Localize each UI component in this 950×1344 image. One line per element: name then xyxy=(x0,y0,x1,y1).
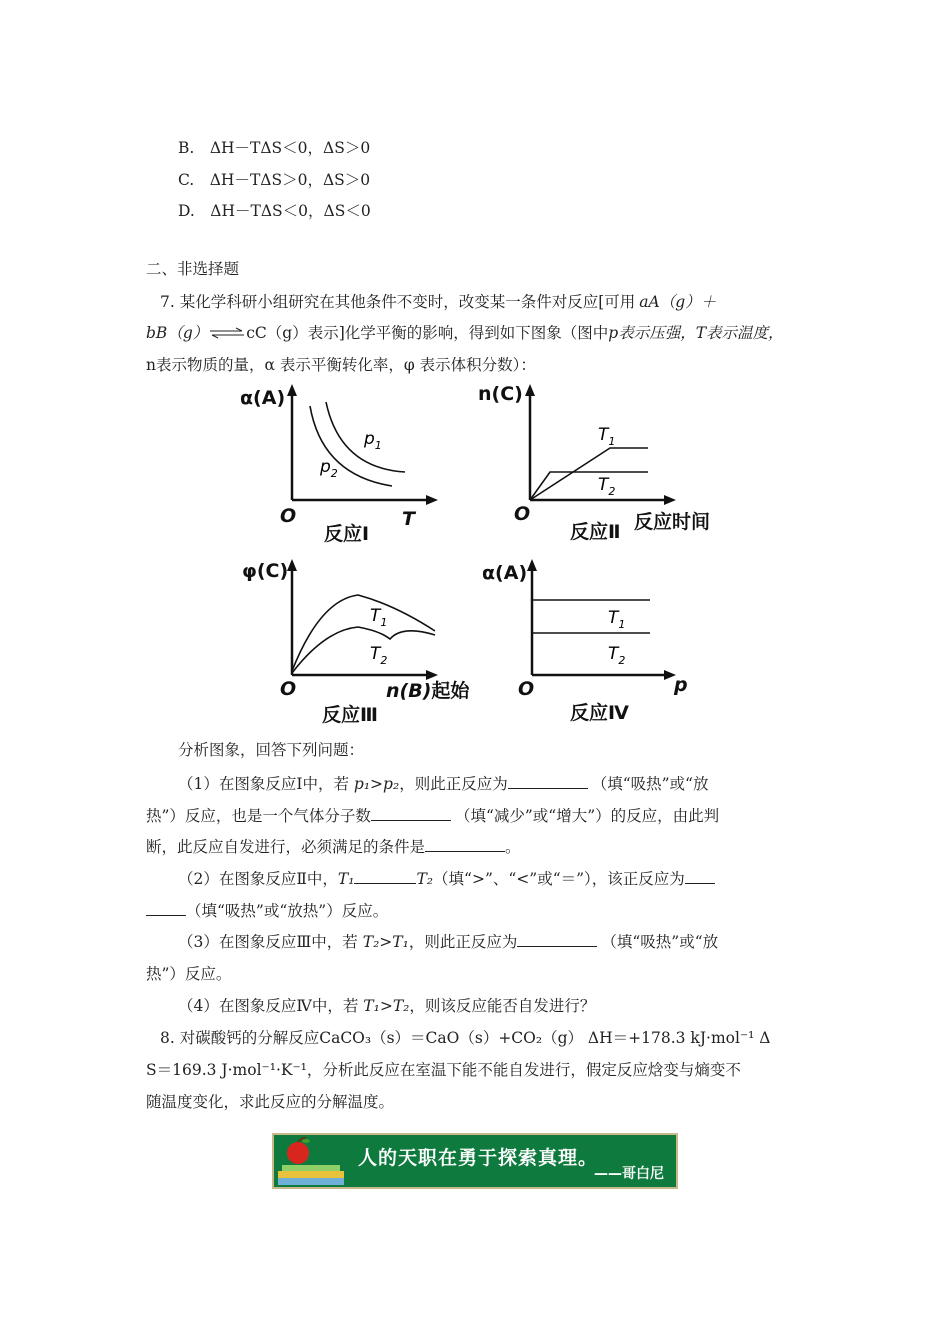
q7-part2-line2: （填“吸热”或“放热”）反应。 xyxy=(146,901,388,921)
option-b: B. ΔH－TΔS＜0，ΔS＞0 xyxy=(178,139,371,157)
q7-part2-line1: （2）在图象反应Ⅱ中，T₁ T₂（填“>”、“<”或“＝”），该正反应为 xyxy=(178,869,715,889)
g1-xlabel: T xyxy=(402,508,415,530)
section-title: 二、非选择题 xyxy=(146,260,240,278)
option-c: C. ΔH－TΔS＞0，ΔS＞0 xyxy=(178,171,371,189)
graph-reaction-2 xyxy=(470,380,730,550)
g1-label-p1: $p_1$ xyxy=(364,429,382,452)
graph-reaction-4 xyxy=(470,555,700,730)
g2-ylabel: n(C) xyxy=(478,383,523,405)
q7-part3-line1: （3）在图象反应Ⅲ中，若 T₂>T₁，则此正反应为 （填“吸热”或“放 xyxy=(178,933,719,951)
banner-motto: 人的天职在勇于探索真理。 xyxy=(358,1147,599,1169)
g3-label-t2: $T_2$ xyxy=(370,644,388,667)
q7-intro-line2: bB（g） cC（g）表示]化学平衡的影响，得到如下图象（图中p表示压强，T表示温度， xyxy=(146,324,784,342)
q7-intro-line3: n表示物质的量，α 表示平衡转化率，φ 表示体积分数）： xyxy=(146,356,536,374)
g4-label-t1: $T_1$ xyxy=(608,608,626,631)
motto-banner xyxy=(272,1133,678,1189)
apple-books-icon xyxy=(276,1135,348,1187)
g2-label-t1: $T_1$ xyxy=(598,425,616,448)
g3-xlabel: n(B)起始 xyxy=(386,680,470,702)
g3-curve-t1 xyxy=(292,595,435,671)
q8-line1: 8. 对碳酸钙的分解反应CaCO₃（s）＝CaO（s）+CO₂（g） ΔH＝+178.3 kJ·mol⁻¹ Δ xyxy=(160,1029,771,1047)
q7-part1-line1: （1）在图象反应Ⅰ中，若 p₁>p₂，则此正反应为 （填“吸热”或“放 xyxy=(178,775,709,793)
q8-line2: S＝169.3 J·mol⁻¹·K⁻¹，分析此反应在室温下能不能自发进行，假定反应焓变与熵变不 xyxy=(146,1061,741,1079)
q7-part4: （4）在图象反应Ⅳ中，若 T₁>T₂，则该反应能否自发进行？ xyxy=(178,997,596,1015)
answer-blank[interactable] xyxy=(685,869,715,884)
answer-blank[interactable] xyxy=(517,932,597,947)
option-d: D. ΔH－TΔS＜0，ΔS＜0 xyxy=(178,202,371,220)
answer-blank[interactable] xyxy=(508,774,588,789)
g2-label-t2: $T_2$ xyxy=(598,475,616,498)
q7-part1-line2: 热”）反应，也是一个气体分子数 （填“减少”或“增大”）的反应，由此判 xyxy=(146,807,720,825)
answer-blank[interactable] xyxy=(146,901,186,916)
g4-origin: O xyxy=(518,678,535,700)
g3-ylabel: φ(C) xyxy=(242,560,289,582)
g2-origin: O xyxy=(514,503,531,525)
q7-intro-line1: 7. 某化学科研小组研究在其他条件不变时，改变某一条件对反应[可用 aA（g）＋ xyxy=(160,293,717,311)
equilibrium-arrow-icon xyxy=(208,324,246,344)
g4-label-t2: $T_2$ xyxy=(608,644,626,667)
answer-blank[interactable] xyxy=(354,869,416,884)
g2-curve-t2 xyxy=(530,472,648,500)
answer-blank[interactable] xyxy=(425,837,505,852)
graph-reaction-1 xyxy=(230,380,450,550)
g4-caption: 反应Ⅳ xyxy=(570,702,629,724)
g4-xlabel: p xyxy=(674,674,688,696)
q7-analyze: 分析图象，回答下列问题： xyxy=(178,741,365,759)
g3-caption: 反应Ⅲ xyxy=(322,704,378,726)
q8-line3: 随温度变化，求此反应的分解温度。 xyxy=(146,1093,395,1111)
g3-origin: O xyxy=(280,678,297,700)
q7-part3-line2: 热”）反应。 xyxy=(146,965,232,983)
banner-author: ——哥白尼 xyxy=(594,1166,664,1182)
g2-caption: 反应Ⅱ xyxy=(570,521,621,543)
g2-xlabel: 反应时间 xyxy=(634,511,711,533)
g4-ylabel: α(A) xyxy=(482,562,528,584)
answer-blank[interactable] xyxy=(371,806,451,821)
q7-part1-line3: 断，此反应自发进行，必须满足的条件是 。 xyxy=(146,838,521,856)
g1-origin: O xyxy=(280,505,297,527)
g3-label-t1: $T_1$ xyxy=(370,606,388,629)
g1-ylabel: α(A) xyxy=(240,387,286,409)
g1-caption: 反应Ⅰ xyxy=(324,523,370,545)
graph-reaction-3 xyxy=(230,555,490,730)
g3-curve-t2 xyxy=(292,627,435,673)
g1-label-p2: $p_2$ xyxy=(320,457,338,480)
